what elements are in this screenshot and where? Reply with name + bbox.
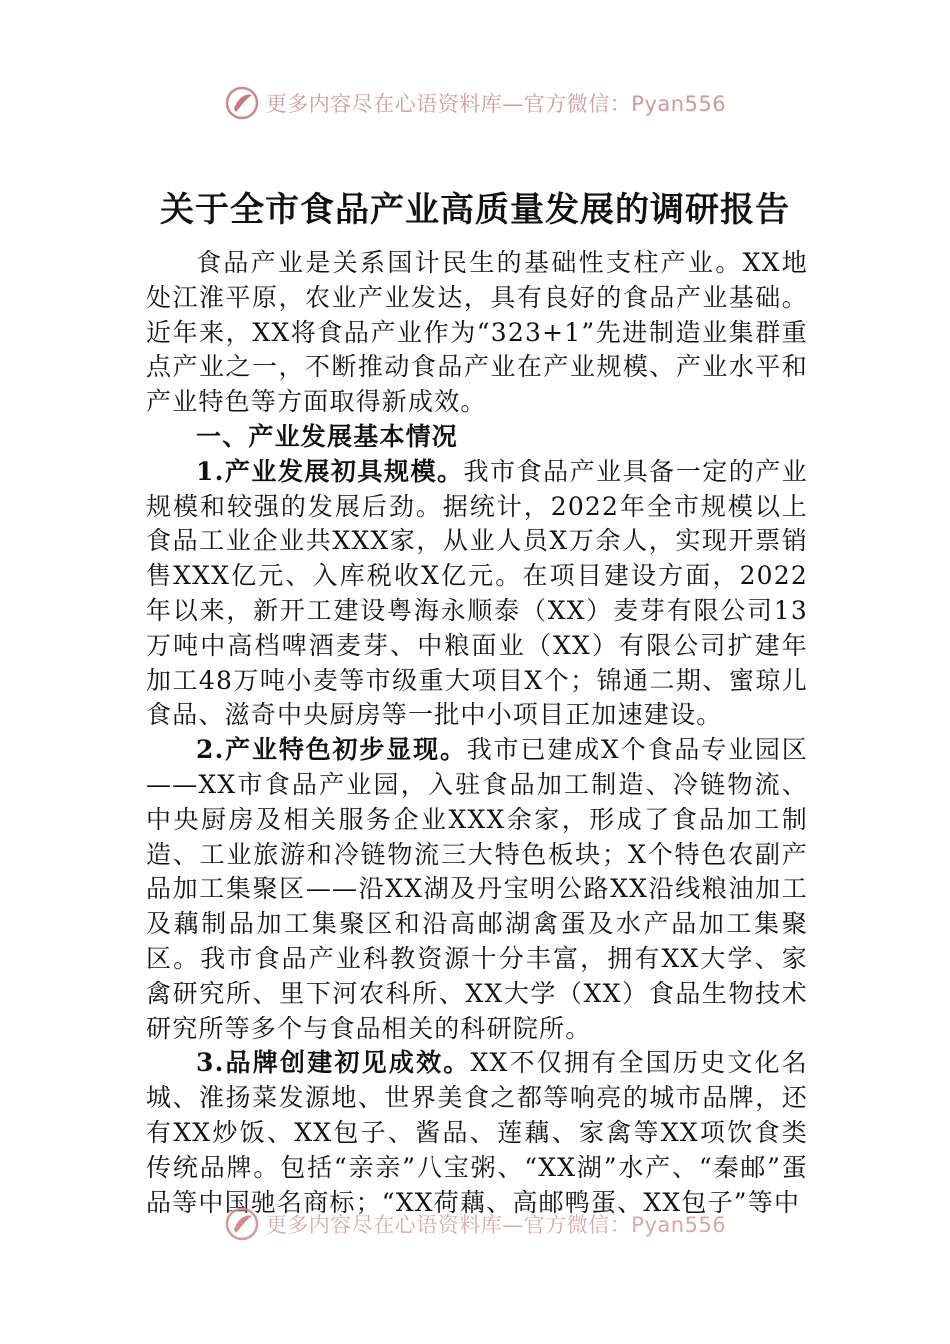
section-heading: 一、产业发展基本情况	[196, 421, 459, 451]
item-lead: 3.品牌创建初见成效。	[196, 1048, 471, 1078]
document-body	[146, 246, 808, 1220]
watermark-logo-icon	[224, 1206, 260, 1242]
item-text: XX不仅拥有全国历史文化名城、淮扬菜发源地、世界美食之都等响亮的城市品牌，还有XX炒饭、XX包子、酱品、莲藕、家禽等XX项饮食类传统品牌。包括“亲亲”八宝粥、“XX湖”水产、“秦邮”蛋品等中国驰名商标；“XX荷藕、高邮鸭蛋、XX包子”等中	[146, 1048, 808, 1217]
watermark-logo-icon	[224, 85, 260, 121]
item-paragraph-3	[146, 1046, 808, 1220]
item-paragraph-2	[146, 733, 808, 1046]
item-paragraph-1	[146, 455, 808, 733]
document-title: 关于全市食品产业高质量发展的调研报告	[160, 190, 790, 230]
watermark-header	[0, 83, 950, 123]
watermark-text: 更多内容尽在心语资料库—官方微信：Pyan556	[265, 92, 727, 116]
intro-paragraph: 食品产业是关系国计民生的基础性支柱产业。XX地处江淮平原，农业产业发达，具有良好的食品产业基础。近年来，XX将食品产业作为“323+1”先进制造业集群重点产业之一，不断推动食品产业在产业规模、产业水平和产业特色等方面取得新成效。	[146, 248, 808, 417]
item-text: 我市已建成X个食品专业园区——XX市食品产业园，入驻食品加工制造、冷链物流、中央厨房及相关服务企业XXX余家，形成了食品加工制造、工业旅游和冷链物流三大特色板块；X个特色农副产品加工集聚区——沿XX湖及丹宝明公路XX沿线粮油加工及藕制品加工集聚区和沿高邮湖禽蛋及水产品加工集聚区。我市食品产业科教资源十分丰富，拥有XX大学、家禽研究所、里下河农科所、XX大学（XX）食品生物技术研究所等多个与食品相关的科研院所。	[146, 735, 808, 1043]
watermark-text: 更多内容尽在心语资料库—官方微信：Pyan556	[265, 1213, 727, 1237]
item-text: 我市食品产业具备一定的产业规模和较强的发展后劲。据统计，2022年全市规模以上食品工业企业共XXX家，从业人员X万余人，实现开票销售XXX亿元、入库税收X亿元。在项目建设方面，2022年以来，新开工建设粤海永顺泰（XX）麦芽有限公司13万吨中高档啤酒麦芽、中粮面业（XX）有限公司扩建年加工48万吨小麦等市级重大项目X个；锦通二期、蜜琼儿食品、滋奇中央厨房等一批中小项目正加速建设。	[146, 456, 808, 730]
watermark-footer	[0, 1204, 950, 1244]
item-lead: 2.产业特色初步显现。	[196, 735, 467, 765]
item-lead: 1.产业发展初具规模。	[196, 456, 464, 486]
